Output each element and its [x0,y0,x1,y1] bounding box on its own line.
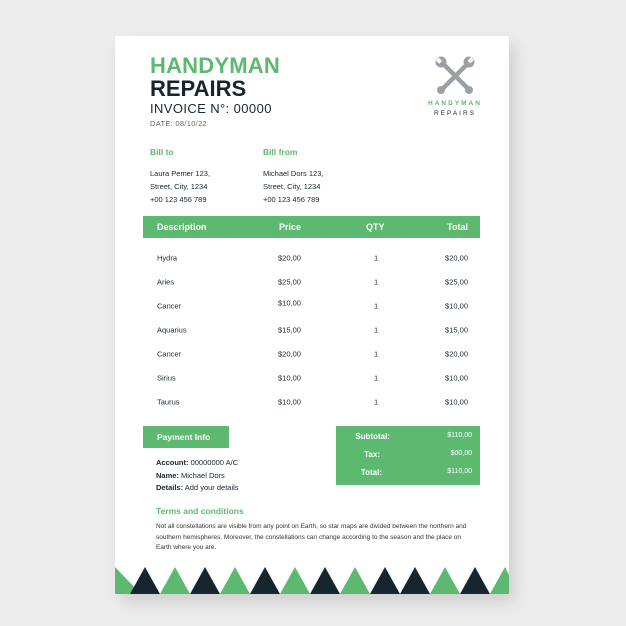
cell-description: Aries [157,277,175,287]
subtotal-value: $110,00 [447,432,472,439]
tax-label: Tax: [364,450,380,459]
cell-description: Cancer [157,301,182,311]
title-line-1: HANDYMAN [150,53,280,78]
cell-total: $15,00 [445,325,468,335]
invoice-sheet [115,36,509,594]
cell-price: $25,00 [278,277,301,287]
bill-to-line: +00 123 456 789 [150,195,207,204]
subtotal-row [336,429,480,445]
terms-text: Not all constellations are visible from any point on Earth, so star maps are divided between the northern and southern hemispheres. Moreover, the constellations can change according to the season and the place on Earth where you are. [156,523,467,551]
payment-info-block [156,457,239,495]
bill-from-line: +00 123 456 789 [263,195,320,204]
cell-description: Hydra [157,253,178,263]
cell-price: $15,00 [278,325,301,335]
invoice-date: DATE: 08/10/22 [150,119,208,128]
bill-to-heading: Bill to [150,147,174,157]
account-value: 00000000 A/C [188,458,239,467]
subtotal-label: Subtotal: [355,432,390,441]
bill-from-block [263,146,323,206]
cell-description: Cancer [157,349,182,359]
cell-qty: 1 [374,325,379,335]
cell-qty: 1 [374,397,379,407]
total-value: $110,00 [447,468,472,475]
triangle-border-decoration [115,567,509,594]
bill-from-line: Street, City, 1234 [263,182,321,191]
details-value: Add your details [183,483,239,492]
cell-price: $20,00 [278,253,301,263]
header-total: Total [447,222,468,232]
cell-total: $20,00 [445,253,468,263]
header-price: Price [279,222,302,232]
logo-text-2: REPAIRS [433,110,477,117]
name-value: Michael Dors [178,470,225,480]
total-row [336,465,480,481]
cell-qty: 1 [374,373,379,383]
table-row [143,342,480,366]
cell-qty: 1 [374,253,379,263]
cell-price: $10,00 [278,373,301,383]
terms-heading: Terms and conditions [156,506,244,516]
cell-total: $20,00 [445,349,468,359]
tax-value: $00,00 [450,450,472,457]
table-row [143,246,480,270]
table-row [143,270,480,294]
logo-text-1: HANDYMAN [428,100,482,107]
totals-box [336,426,480,485]
invoice-number: INVOICE N°: 00000 [150,101,272,116]
cell-price: $20,00 [278,349,301,359]
payment-info-heading: Payment Info [143,426,229,448]
table-row [143,366,480,390]
cell-description: Sirius [157,373,176,383]
bill-to-line: Street, City, 1234 [150,182,208,191]
name-label: Name: [156,470,179,480]
cell-total: $10,00 [445,301,468,311]
cell-total: $25,00 [445,277,468,287]
table-header [143,216,480,238]
company-logo [415,56,495,117]
cell-price: $10,00 [278,397,301,407]
bill-to-block [150,146,210,206]
cell-qty: 1 [374,301,379,311]
title-line-2: REPAIRS [150,76,247,101]
cell-qty: 1 [374,277,379,287]
account-label: Account: [156,458,189,467]
total-label: Total: [360,468,382,477]
table-row [143,294,480,318]
tax-row [336,447,480,463]
header-description: Description [157,222,207,232]
cell-description: Taurus [157,397,180,407]
cell-description: Aquarius [157,325,187,335]
cell-total: $10,00 [445,397,468,407]
details-label: Details: [156,483,184,492]
table-row [143,318,480,342]
header-qty: QTY [366,222,385,232]
cell-total: $10,00 [445,373,468,383]
crossed-wrenches-icon [435,56,475,96]
table-row [143,390,480,414]
cell-price: $10,00 [278,298,301,308]
bill-from-heading: Bill from [263,147,298,157]
cell-qty: 1 [374,349,379,359]
bill-from-line: Michael Dors 123, [263,169,324,178]
bill-to-line: Laura Pemer 123, [150,169,211,178]
